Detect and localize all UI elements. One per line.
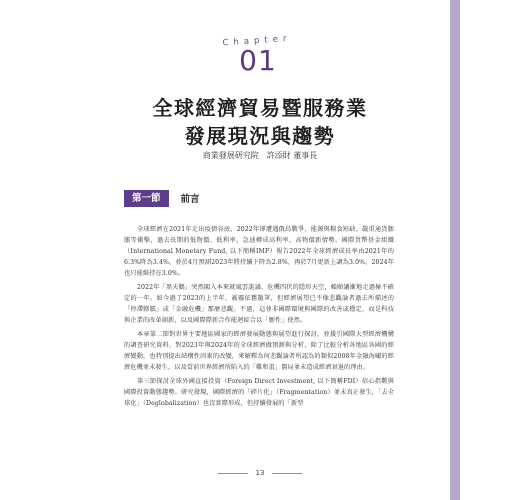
paragraph: 全球經濟在2021年走出疫情谷底，2022年卻遭遇俄烏戰爭、能源與糧食短缺、嚴重通貨膨脹等衝擊，過去長期的低物價、低利率，急速轉成高利率、高物價新情勢。國際貨幣基金組織（International Monetary Fund, 以下簡稱IMF）報告2022年全球經濟成長率由2021年的6.3%降為3.4%，並於4月預測2023年將持續下降為2.8%，再於7月更新上調為3.0%，2024年也只能維持在3.0%。 (124, 226, 394, 277)
page-edge-bar (450, 0, 460, 500)
section-badge: 第一節 (124, 190, 169, 207)
section-heading (124, 190, 200, 206)
author-line: 商業發展研究院 許添財 董事長 (202, 151, 318, 160)
footer-rule-right (272, 473, 302, 474)
chapter-title-line-1: 全球經濟貿易暨服務業 (152, 96, 368, 120)
page-number: 13 (255, 469, 265, 477)
chapter-number: 01 (239, 44, 277, 77)
section-title: 前言 (180, 194, 200, 205)
page-footer (200, 469, 320, 477)
chapter-title-line-2: 發展現況與趨勢 (184, 124, 336, 148)
paragraph: 第三節探討全球外國直接投資（Foreign Direct Investment, 以下簡稱FDI）信心指數與國際投資動態趨勢。研究發現，國際經濟的「碎片化」（Fragmentation）並未真正發生，「去全球化」（Deglobalization）也沒實際形成，但持續發展的「新型 (124, 378, 394, 407)
paragraph: 2022年「黑天鵝」突然闖入本來就風雲詭譎、危機四伏的隱形天空，賴順讓漸地走過極不確定的一年。如今過了2023的上半年，霧霾依舊籠罩，但經濟展望已不像悲觀論者過去所描述的「停滯膨脹」或「金融危機」那麼悲觀。不過，這並非國際環境與國際的改善或穩定，而是科技與企業的改革創新，以及國際際新合作能迴綜合以「韌性」使然。 (124, 284, 394, 324)
body-text (124, 224, 394, 412)
footer-rule-left (218, 473, 248, 474)
paragraph: 本章第二節對世界主要地區國家的經濟發展動態與展望進行探討，並援引國際大型經濟機構的調查研究資料，對2023年與2024年的全球經濟做預測與分析，除了比較分析各地區各國的經濟變動，也特別提出結構性因素的改變，來解釋為何悲觀論者所認為的類似2008年金融海嘯的經濟危機並未發生，以及當前世界經濟所陷入的「雞和蛋」僵局並未造成經濟衰退的理由。 (124, 331, 394, 371)
chapter-label: Chapter (222, 33, 292, 49)
